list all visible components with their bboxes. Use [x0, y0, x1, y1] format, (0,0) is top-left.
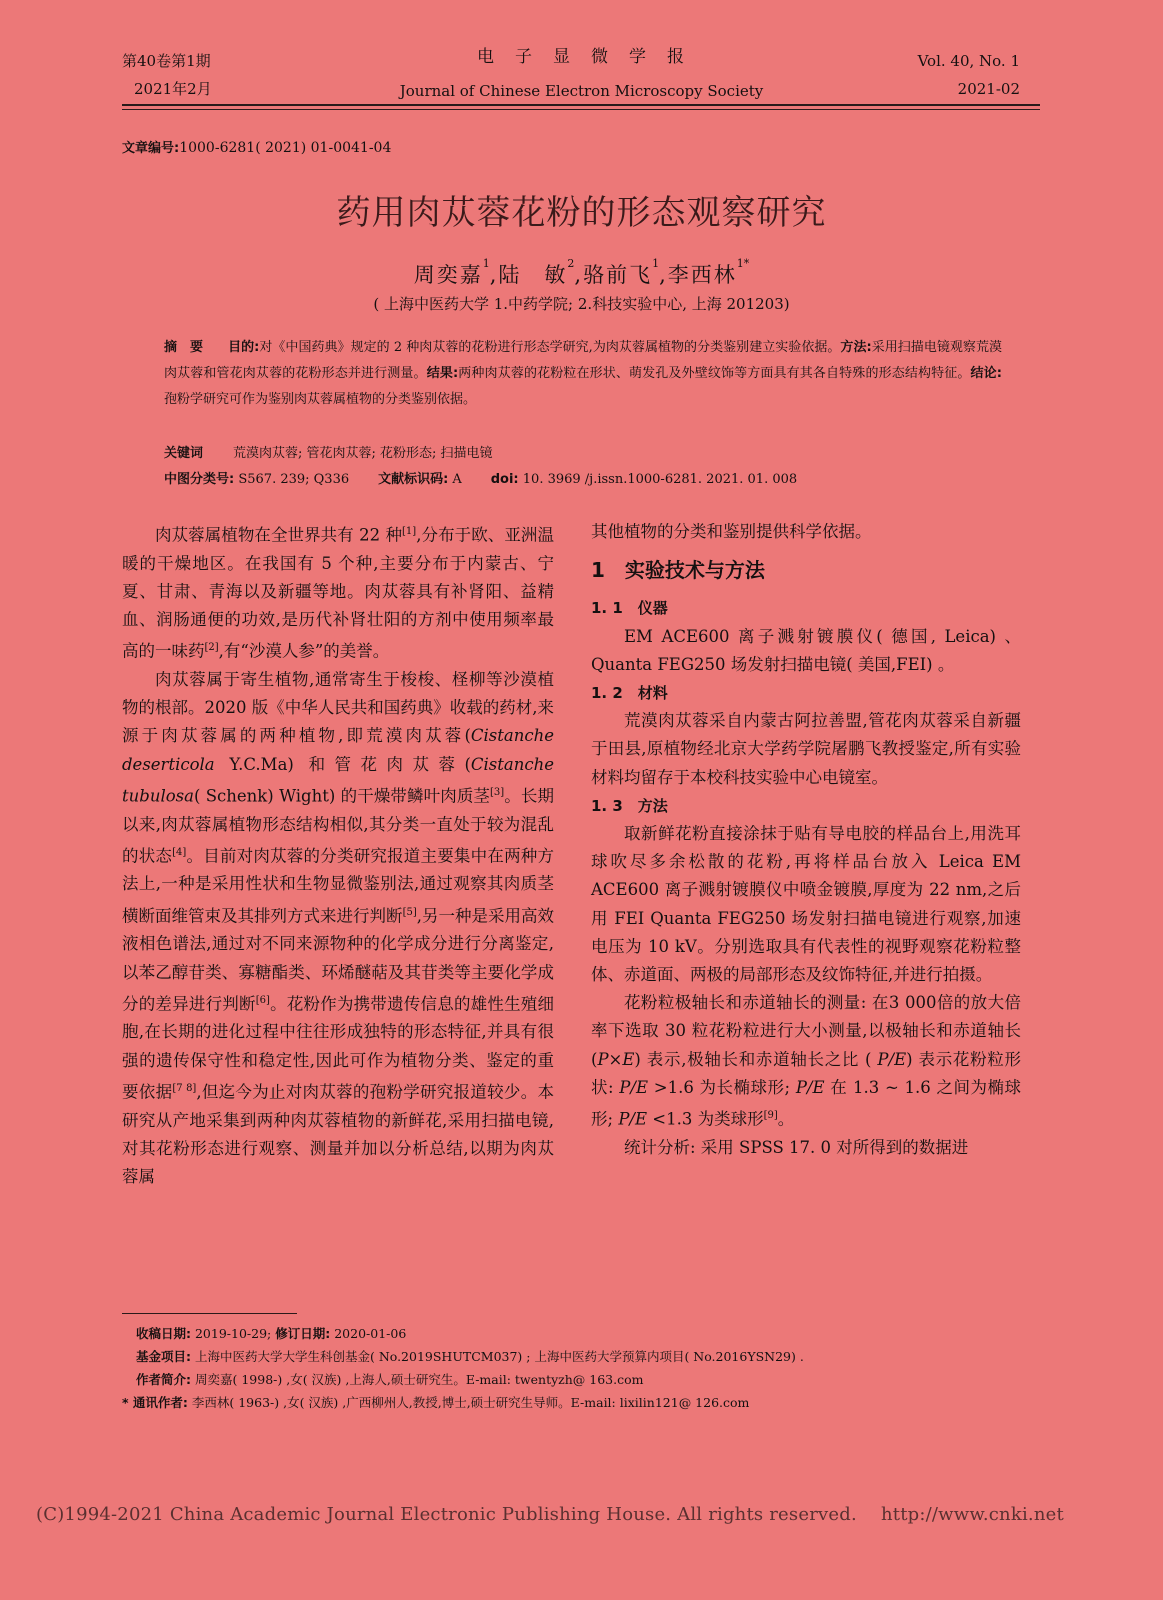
classification-line — [164, 468, 797, 487]
citation: [4] — [172, 846, 187, 858]
body-right-column — [591, 518, 1021, 1162]
subsection-heading: 1. 1 仪器 — [591, 599, 668, 618]
subsection-heading: 1. 3 方法 — [591, 796, 668, 815]
header-date-en: 2021-02 — [957, 80, 1020, 98]
article-number-value: 1000-6281( 2021) 01-0041-04 — [179, 140, 392, 156]
header-rule-thin — [122, 109, 1040, 110]
footnotes — [122, 1322, 1022, 1414]
footnote-dates: 收稿日期: 2019-10-29; 修订日期: 2020-01-06 — [136, 1326, 407, 1341]
doi-value: 10. 3969 /j.issn.1000-6281. 2021. 01. 008 — [522, 472, 798, 487]
citation: [7 8] — [172, 1082, 197, 1094]
header-volume-cn: 第40卷第1期 — [122, 52, 211, 70]
result-text: 两种肉苁蓉的花粉粒在形状、萌发孔及外壁纹饰等方面具有其各自特殊的形态结构特征。 — [458, 366, 971, 381]
author-affil-sup: 1 — [652, 257, 660, 270]
objective-label: 目的: — [228, 340, 260, 355]
conclusion-label: 结论: — [970, 366, 1002, 381]
footnote-corresponding: * 通讯作者: 李西林( 1963-) ,女( 汉族) ,广西柳州人,教授,博士,硕士研究生导师。E-mail: lixilin121@ 126.com — [122, 1395, 750, 1410]
paragraph: 统计分析: 采用 SPSS 17. 0 对所得到的数据进 — [624, 1137, 969, 1157]
clc-label: 中图分类号: — [164, 472, 235, 487]
doc-code-label: 文献标识码: — [378, 472, 449, 487]
keywords — [164, 442, 493, 461]
paragraph: EM ACE600 离子溅射镀膜仪( 德国, Leica) 、Quanta FEG250 场发射扫描电镜( 美国,FEI) 。 — [591, 626, 1021, 674]
author-affil-sup: 1* — [736, 257, 750, 270]
header-journal-cn: 电 子 显 微 学 报 — [477, 47, 686, 67]
citation: [3] — [490, 786, 505, 798]
abstract — [164, 335, 1002, 413]
species-name: Cistanche deserticola — [122, 726, 554, 774]
clc-value: S567. 239; Q336 — [238, 472, 350, 487]
conclusion-text: 孢粉学研究可作为鉴别肉苁蓉属植物的分类鉴别依据。 — [164, 392, 477, 407]
author-separator: , — [574, 263, 584, 287]
body-left-column — [122, 518, 554, 1191]
author-affil-sup: 2 — [567, 257, 575, 270]
copyright-notice: (C)1994-2021 China Academic Journal Electronic Publishing House. All rights reserved. http://www.cnki.net — [36, 1504, 1064, 1525]
method-label: 方法: — [840, 340, 872, 355]
author-affil-sup: 1 — [482, 257, 490, 270]
affiliation: ( 上海中医药大学 1.中药学院; 2.科技实验中心, 上海 201203) — [373, 295, 790, 313]
author-separator: , — [489, 263, 499, 287]
doi-label: doi: — [490, 472, 519, 487]
abstract-label: 摘 要 — [164, 340, 204, 355]
keywords-text: 荒漠肉苁蓉; 管花肉苁蓉; 花粉形态; 扫描电镜 — [233, 446, 493, 461]
author-list — [0, 259, 1163, 289]
species-name: Cistanche tubulosa — [122, 754, 554, 806]
citation: [9] — [763, 1110, 778, 1122]
subsection-heading: 1. 2 材料 — [591, 684, 668, 703]
author-name: 骆前飞 — [583, 263, 653, 287]
section-heading: 1 实验技术与方法 — [591, 558, 765, 583]
method-text: 采用扫描电镜观察荒漠肉苁蓉和管花肉苁蓉的花粉形态并进行测量。 — [164, 340, 1002, 381]
paragraph: 肉苁蓉属植物在全世界共有 22 种[1],分布于欧、亚洲温暖的干燥地区。在我国有 5 个种,主要分布于内蒙古、宁夏、甘肃、青海以及新疆等地。肉苁蓉具有补肾阳、益精血、润肠通便的功效,是历代补肾壮阳的方剂中使用频率最高的一味药[2],有“沙漠人参”的美誉。 — [122, 525, 554, 661]
paragraph: 花粉粒极轴长和赤道轴长的测量: 在3 000倍的放大倍率下选取 30 粒花粉粒进行大小测量,以极轴长和赤道轴长(P×E) 表示,极轴长和赤道轴长之比 ( P/E) 表示花粉粒形状: P/E >1.6 为长椭球形; P/E 在 1.3 ~ 1.6 之间为椭球形; P/E <1.3 为类球形[9]。 — [591, 993, 1022, 1129]
footnote-author-bio: 作者简介: 周奕嘉( 1998-) ,女( 汉族) ,上海人,硕士研究生。E-mail: twentyzh@ 163.com — [136, 1372, 644, 1387]
paragraph: 荒漠肉苁蓉采自内蒙古阿拉善盟,管花肉苁蓉采自新疆于田县,原植物经北京大学药学院屠鹏飞教授鉴定,所有实验材料均留存于本校科技实验中心电镜室。 — [591, 711, 1021, 787]
author-name: 周奕嘉 — [413, 263, 483, 287]
header-volume-en: Vol. 40, No. 1 — [917, 52, 1020, 70]
result-label: 结果: — [426, 366, 459, 381]
article-number-label: 文章编号: — [122, 141, 180, 156]
author-name: 陆 敏 — [498, 263, 568, 287]
citation: [2] — [204, 642, 219, 654]
citation: [5] — [402, 906, 417, 918]
author-name: 李西林 — [667, 263, 737, 287]
header-journal-en: Journal of Chinese Electron Microscopy Society — [399, 82, 764, 100]
paragraph: 肉苁蓉属于寄生植物,通常寄生于梭梭、柽柳等沙漠植物的根部。2020 版《中华人民共和国药典》收载的药材,来源于肉苁蓉属的两种植物,即荒漠肉苁蓉(Cistanche deserticola Y.C.Ma) 和管花肉苁蓉(Cistanche tubulosa( Schenk) Wight) 的干燥带鳞叶肉质茎[3]。长期以来,肉苁蓉属植物形态结构相似,其分类一直处于较为混乱的状态[4]。目前对肉苁蓉的分类研究报道主要集中在两种方法上,一种是采用性状和生物显微鉴别法,通过观察其肉质茎横断面维管束及其排列方式来进行判断[5],另一种是采用高效液相色谱法,通过对不同来源物种的化学成分进行分离鉴定,以苯乙醇苷类、寡糖酯类、环烯醚萜及其苷类等主要化学成分的差异进行判断[6]。花粉作为携带遗传信息的雄性生殖细胞,在长期的进化过程中往往形成独特的形态特征,并具有很强的遗传保守性和稳定性,因此可作为植物分类、鉴定的重要依据[7 8],但迄今为止对肉苁蓉的孢粉学研究报道较少。本研究从产地采集到两种肉苁蓉植物的新鲜花,采用扫描电镜,对其花粉形态进行观察、测量并加以分析总结,以期为肉苁蓉属 — [122, 670, 555, 1186]
keywords-label: 关键词 — [164, 446, 204, 461]
paper-title: 药用肉苁蓉花粉的形态观察研究 — [336, 193, 827, 233]
paragraph: 其他植物的分类和鉴别提供科学依据。 — [591, 522, 872, 541]
article-number — [122, 137, 391, 156]
footnote-funding: 基金项目: 上海中医药大学大学生科创基金( No.2019SHUTCM037) ; 上海中医药大学预算内项目( No.2016YSN29) . — [136, 1349, 804, 1364]
footnote-rule — [122, 1313, 297, 1314]
citation: [1] — [402, 526, 417, 537]
header-rule-thick — [122, 104, 1040, 106]
doc-code-value: A — [452, 472, 462, 487]
citation: [6] — [255, 994, 270, 1006]
paragraph: 取新鲜花粉直接涂抹于贴有导电胶的样品台上,用洗耳球吹尽多余松散的花粉,再将样品台放入 Leica EM ACE600 离子溅射镀膜仪中喷金镀膜,厚度为 22 nm,之后用 FEI Quanta FEG250 场发射扫描电镜进行观察,加速电压为 10 kV。分别选取具有代表性的视野观察花粉粒整体、赤道面、两极的局部形态及纹饰特征,并进行拍摄。 — [591, 824, 1021, 985]
objective-text: 对《中国药典》规定的 2 种肉苁蓉的花粉进行形态学研究,为肉苁蓉属植物的分类鉴别建立实验依据。 — [259, 340, 841, 355]
author-separator: , — [659, 263, 668, 287]
header-date-cn: 2021年2月 — [134, 80, 212, 98]
